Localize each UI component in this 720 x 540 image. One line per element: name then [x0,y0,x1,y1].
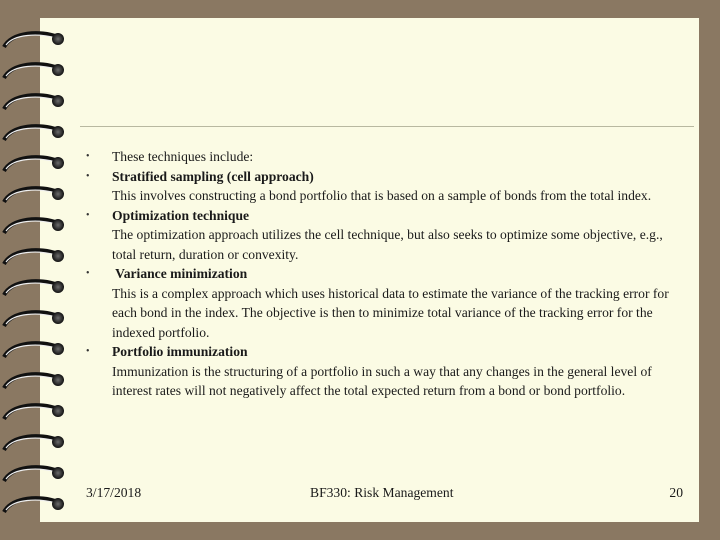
bullet-item-optimization [86,206,676,265]
bullet-item-intro [86,147,676,167]
bullet-text: These techniques include: [112,149,254,164]
spiral-ring [4,33,64,47]
title-divider [80,126,694,127]
bullet-icon: • [86,151,90,162]
spiral-ring [4,405,64,419]
bullet-text: This involves constructing a bond portfolio that is based on a sample of bonds from the total index. [112,188,652,203]
bullet-text: Immunization is the structuring of a portfolio in such a way that any changes in the general level of interest rates will not negatively affect the total expected return from a bond or bond portfolio. [112,363,652,398]
spiral-ring [4,219,64,233]
bullet-heading: Optimization technique [112,207,250,223]
bullet-item-stratified-sampling [86,167,676,206]
bullet-icon: • [86,209,90,221]
footer-title: BF330: Risk Management [310,485,454,500]
spiral-ring [4,188,64,202]
bullet-item-variance-minimization [86,264,676,342]
spiral-ring [4,126,64,140]
spiral-ring [4,436,64,450]
spiral-ring [4,498,64,512]
spiral-ring [4,343,64,357]
bullet-heading: Variance minimization [112,266,248,281]
bullet-text: The optimization approach utilizes the cell technique, but also seeks to optimize some objective, e.g., total return, duration or convexity. [112,227,663,262]
footer-date: 3/17/2018 [86,485,142,500]
bullet-icon: • [86,170,90,182]
bullet-heading: Stratified sampling (cell approach) [112,168,314,184]
spiral-ring [4,374,64,388]
bullet-item-portfolio-immunization [86,342,676,401]
spiral-ring [4,467,64,481]
slide-page [40,18,699,522]
bullet-icon: • [86,346,90,357]
spiral-ring [4,95,64,109]
spiral-ring [4,157,64,171]
bullet-list [86,147,676,401]
footer-page-number: 20 [669,485,683,500]
bullet-text: This is a complex approach which uses historical data to estimate the variance of the tracking error for each bond in the index. The objective is then to minimize total variance of the tracking error for the indexed portfolio. [112,285,669,340]
bullet-icon: • [86,268,90,279]
spiral-ring [4,312,64,326]
spiral-ring [4,250,64,264]
spiral-binding [0,0,80,540]
spiral-ring [4,281,64,295]
spiral-ring [4,64,64,78]
bullet-heading: Portfolio immunization [112,344,248,359]
